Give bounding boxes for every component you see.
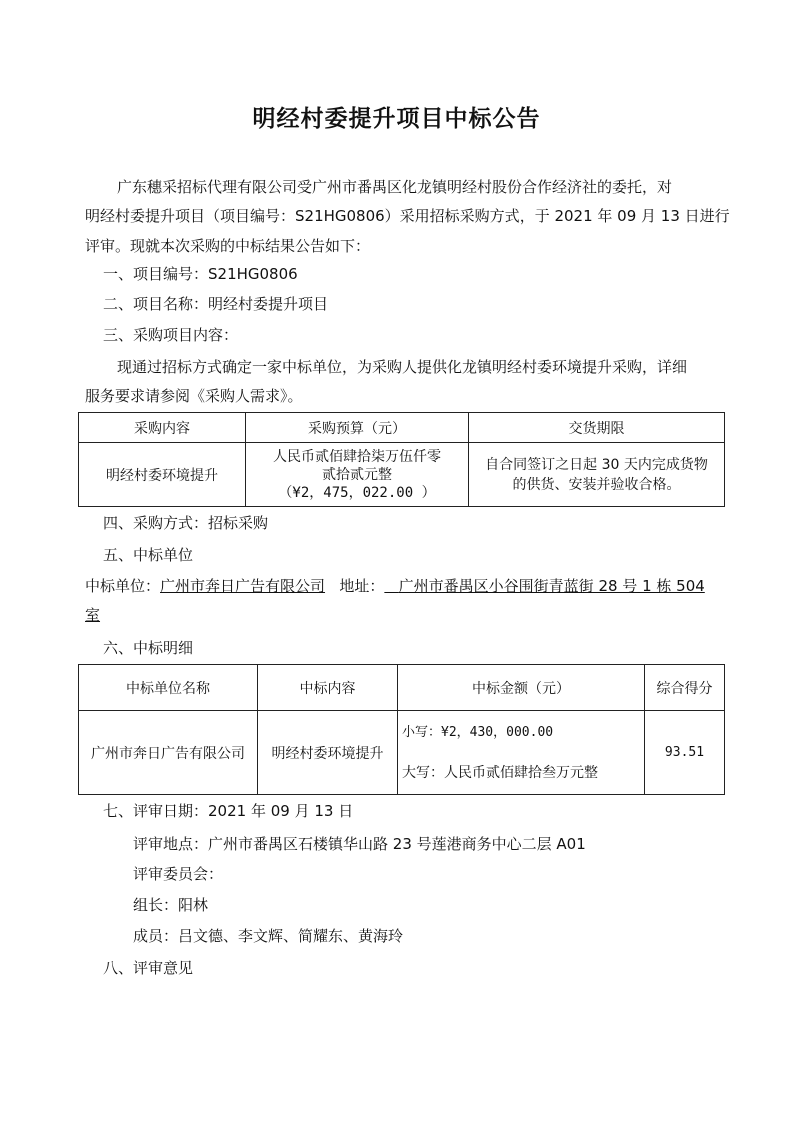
winner-line — [85, 576, 705, 596]
winner-name-cell: 广州市奔日广告有限公司 — [79, 711, 258, 795]
budget-line: 贰拾贰元整 — [322, 466, 392, 483]
section-project-name: 二、项目名称：明经村委提升项目 — [103, 295, 329, 313]
budget-amount: （¥2，475，022.00 ） — [278, 484, 436, 501]
procurement-content: 明经村委环境提升 — [79, 443, 246, 507]
section-project-content: 三、采购项目内容： — [103, 326, 239, 344]
intro-line-3: 评审。现就本次采购的中标结果公告如下： — [85, 237, 371, 255]
section-procurement-method: 四、采购方式：招标采购 — [103, 514, 269, 532]
winner-amount-cell — [398, 711, 645, 795]
header-cell: 中标金额（元） — [398, 665, 645, 711]
section-project-number: 一、项目编号：S21HG0806 — [103, 265, 298, 283]
header-cell: 采购内容 — [79, 413, 246, 443]
committee-members: 成员：吕文德、李文辉、简耀东、黄海玲 — [133, 927, 404, 945]
section-review-opinion: 八、评审意见 — [103, 959, 194, 977]
winner-address-continued: 室 — [85, 606, 101, 624]
score-cell: 93.51 — [645, 711, 725, 795]
header-cell: 交货期限 — [469, 413, 725, 443]
intro-line-2: 明经村委提升项目（项目编号：S21HG0806）采用招标采购方式，于 2021 年 09 月 13 日进行 — [85, 207, 730, 225]
intro-line-1: 广东穗采招标代理有限公司受广州市番禺区化龙镇明经村股份合作经济社的委托，对 — [117, 178, 673, 196]
procurement-table — [78, 412, 725, 507]
committee-leader: 组长：阳林 — [133, 896, 209, 914]
delivery-period — [469, 443, 725, 507]
delivery-line: 的供货、安装并验收合格。 — [512, 476, 681, 493]
winner-label: 中标单位： — [85, 577, 161, 595]
review-committee: 评审委员会： — [133, 865, 224, 883]
procurement-budget — [246, 443, 469, 507]
winner-content-cell: 明经村委环境提升 — [258, 711, 398, 795]
delivery-line: 自合同签订之日起 30 天内完成货物 — [485, 456, 708, 473]
amount-lowercase: 小写：¥2，430，000.00 — [402, 724, 554, 740]
section-detail: 六、中标明细 — [103, 639, 194, 657]
winner-name: 广州市奔日广告有限公司 — [160, 577, 326, 595]
address-label: 地址： — [339, 577, 385, 595]
content-line-1: 现通过招标方式确定一家中标单位，为采购人提供化龙镇明经村委环境提升采购，详细 — [117, 358, 688, 376]
address-text: 广州市番禺区小谷围街青蓝街 28 号 1 栋 504 — [398, 577, 705, 595]
header-cell: 综合得分 — [645, 665, 725, 711]
amount-uppercase: 大写：人民币贰佰肆拾叁万元整 — [402, 764, 598, 781]
header-cell: 中标单位名称 — [79, 665, 258, 711]
winner-address — [384, 577, 704, 595]
page-title: 明经村委提升项目中标公告 — [252, 106, 541, 132]
header-cell: 中标内容 — [258, 665, 398, 711]
winning-detail-table — [78, 664, 725, 795]
section-winner: 五、中标单位 — [103, 546, 194, 564]
content-line-2: 服务要求请参阅《采购人需求》。 — [85, 387, 303, 405]
header-cell: 采购预算（元） — [246, 413, 469, 443]
section-review-date: 七、评审日期：2021 年 09 月 13 日 — [103, 802, 354, 820]
review-place: 评审地点：广州市番禺区石楼镇华山路 23 号莲港商务中心二层 A01 — [133, 835, 586, 853]
budget-line: 人民币贰佰肆拾柒万伍仟零 — [273, 448, 441, 465]
